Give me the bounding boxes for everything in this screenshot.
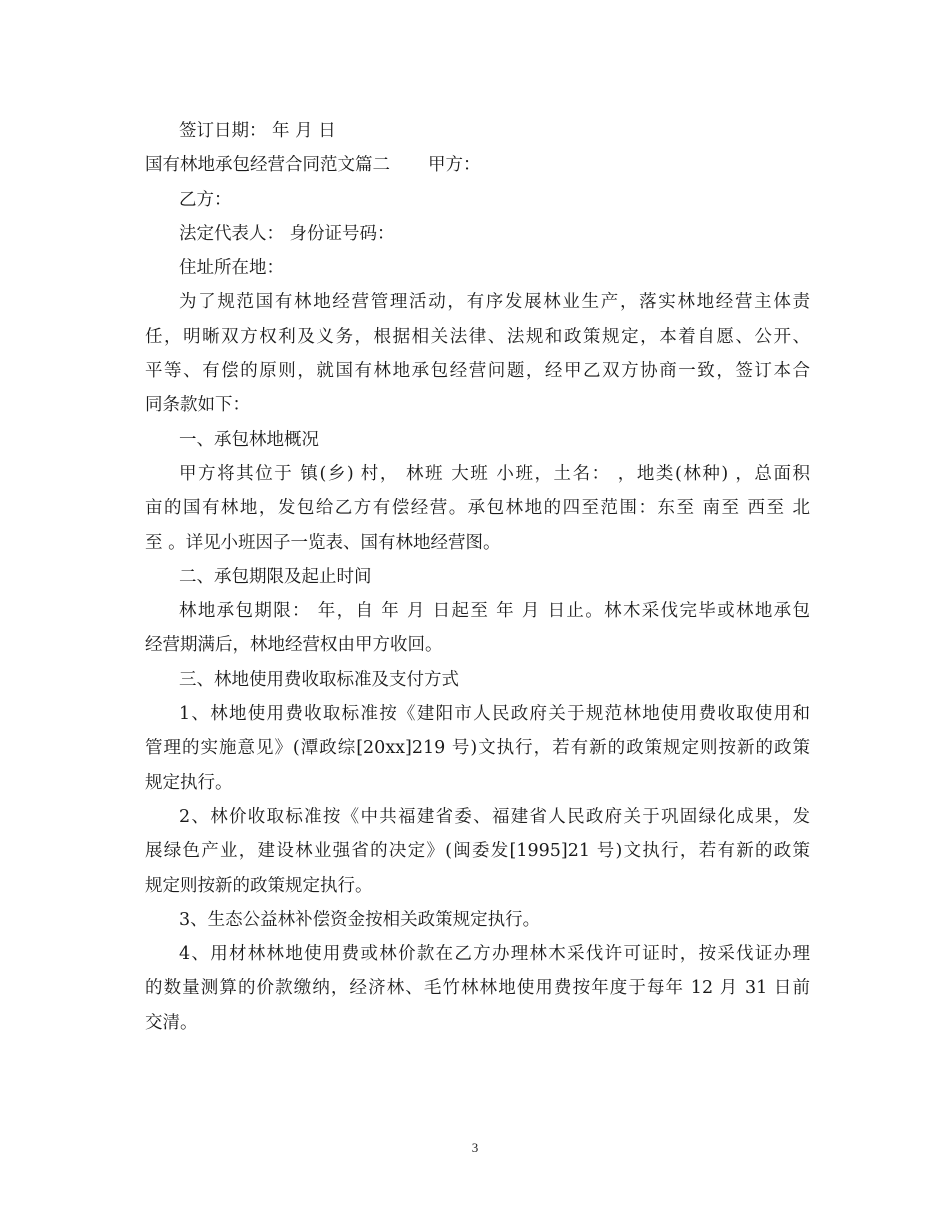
text-line [145, 697, 810, 731]
text-line [145, 1006, 810, 1040]
text-line-content: 一、承包林地概况 [179, 429, 319, 450]
text-line [145, 285, 810, 319]
text-line [145, 971, 810, 1005]
text-line-content: 国有林地承包经营合同范文篇二 [145, 155, 390, 176]
text-line [145, 594, 810, 628]
text-line [145, 457, 810, 491]
text-line-content: 2、林价收取标准按《中共福建省委、福建省人民政府关于巩固绿化成果，发 [179, 806, 810, 827]
text-line [145, 869, 810, 903]
text-line [145, 320, 810, 354]
text-line [145, 251, 810, 285]
party-a-label: 甲方： [428, 155, 481, 176]
text-line [145, 148, 810, 182]
text-line-content: 展绿色产业，建设林业强省的决定》(闽委发[1995]21 号)文执行，若有新的政策 [145, 841, 810, 862]
text-line-content: 住址所在地： [179, 258, 284, 279]
text-line [145, 937, 810, 971]
text-line [145, 491, 810, 525]
text-line [145, 903, 810, 937]
text-line-content: 为了规范国有林地经营管理活动，有序发展林业生产，落实林地经营主体责 [179, 292, 810, 313]
text-line [145, 628, 810, 662]
text-line [145, 560, 810, 594]
text-line-content: 乙方： [179, 189, 232, 210]
document-body [145, 114, 810, 1040]
text-line-content: 二、承包期限及起止时间 [179, 566, 372, 587]
text-line-content: 经营期满后，林地经营权由甲方收回。 [145, 635, 443, 656]
text-line-content: 3、生态公益林补偿资金按相关政策规定执行。 [179, 909, 541, 930]
text-line [145, 114, 810, 148]
text-line [145, 663, 810, 697]
text-line-content: 的数量测算的价款缴纳，经济林、毛竹林林地使用费按年度于每年 12 月 31 日前 [145, 978, 810, 999]
text-line-content: 法定代表人： 身份证号码： [179, 223, 395, 244]
text-line-content: 签订日期： 年 月 日 [179, 121, 336, 141]
text-line [145, 354, 810, 388]
text-line-content: 三、林地使用费收取标准及支付方式 [179, 669, 459, 690]
text-line-content: 亩的国有林地，发包给乙方有偿经营。承包林地的四至范围：东至 南至 西至 北 [145, 498, 810, 519]
text-line-content: 规定则按新的政策规定执行。 [145, 875, 373, 896]
text-line-content: 同条款如下： [145, 395, 250, 416]
text-line [145, 388, 810, 422]
text-line [145, 766, 810, 800]
text-line [145, 217, 810, 251]
text-line-content: 交清。 [145, 1012, 198, 1033]
text-line [145, 423, 810, 457]
text-line-content: 规定执行。 [145, 772, 233, 793]
text-line [145, 800, 810, 834]
text-line [145, 183, 810, 217]
text-line-content: 至 。详见小班因子一览表、国有林地经营图。 [145, 532, 501, 553]
text-line [145, 834, 810, 868]
page-number: 3 [471, 1140, 479, 1155]
text-line-content: 管理的实施意见》(潭政综[20xx]219 号)文执行，若有新的政策规定则按新的政策 [145, 738, 810, 759]
text-line-content: 甲方将其位于 镇(乡) 村， 林班 大班 小班，土名： ，地类(林种) ，总面积 [179, 463, 810, 484]
text-line-content: 平等、有偿的原则，就国有林地承包经营问题，经甲乙双方协商一致，签订本合 [145, 361, 810, 382]
text-line-content: 任，明晰双方权利及义务，根据相关法律、法规和政策规定，本着自愿、公开、 [145, 326, 810, 347]
text-line [145, 731, 810, 765]
text-line-content: 4、用材林林地使用费或林价款在乙方办理林木采伐许可证时，按采伐证办理 [179, 944, 810, 965]
text-line [145, 526, 810, 560]
text-line-content: 林地承包期限： 年，自 年 月 日起至 年 月 日止。林木采伐完毕或林地承包 [179, 601, 810, 622]
text-line-content: 1、林地使用费收取标准按《建阳市人民政府关于规范林地使用费收取使用和 [179, 704, 810, 725]
